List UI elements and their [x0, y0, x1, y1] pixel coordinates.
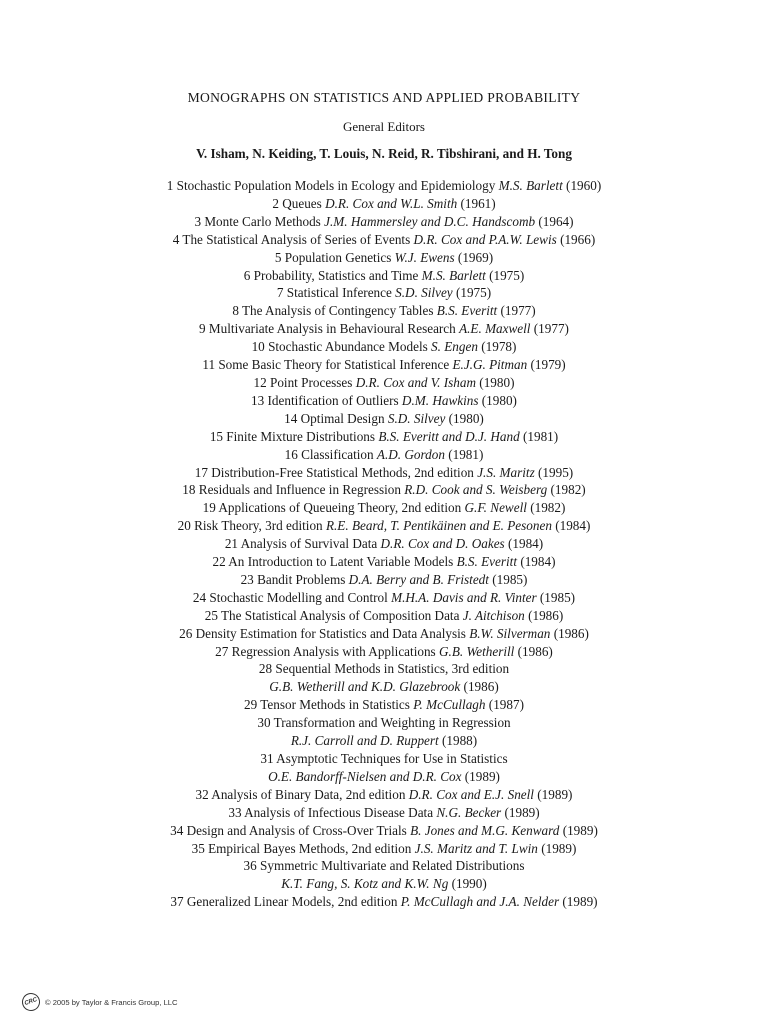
series-entry: [0, 428, 768, 446]
entry-year: (1979): [530, 357, 566, 373]
entry-number: 17: [194, 464, 208, 480]
entry-number: 24: [192, 589, 207, 605]
entry-authors: B.S. Everitt and D.J. Hand: [378, 428, 520, 444]
entry-title: Classification: [301, 446, 374, 462]
entry-title: Tensor Methods in Statistics: [260, 697, 410, 713]
entry-year: (1984): [520, 554, 556, 570]
series-entry: [0, 356, 768, 374]
entry-year: (1960): [566, 178, 602, 193]
series-entry: [0, 499, 768, 517]
series-entry: [0, 267, 768, 285]
entry-title: Distribution-Free Statistical Methods, 2nd edition: [211, 464, 474, 480]
entry-year: (1986): [528, 607, 564, 623]
entry-title: Finite Mixture Distributions: [226, 428, 376, 444]
entry-number: 15: [209, 428, 223, 444]
entry-year: (1985): [539, 589, 576, 605]
entry-year: (1986): [553, 625, 589, 641]
entry-number: 7: [276, 285, 284, 301]
entry-title: The Statistical Analysis of Composition Data: [221, 607, 460, 623]
entry-year: (1964): [538, 213, 574, 229]
series-entry: [0, 464, 768, 482]
series-entry: [0, 535, 768, 553]
entry-authors: P. McCullagh and J.A. Nelder: [400, 894, 560, 910]
entry-authors: E.J.G. Pitman: [452, 357, 528, 373]
entry-number: 35: [191, 840, 205, 856]
entry-year: (1977): [533, 321, 569, 337]
entry-title: Design and Analysis of Cross-Over Trials: [186, 822, 407, 838]
entry-title: Analysis of Survival Data: [240, 536, 378, 552]
series-entry: [0, 338, 768, 356]
entry-title: Population Genetics: [284, 249, 392, 265]
entry-authors: A.D. Gordon: [376, 446, 445, 462]
entry-authors: D.R. Cox and D. Oakes: [380, 536, 505, 552]
entry-title: The Analysis of Contingency Tables: [241, 303, 434, 319]
entry-year: (1988): [442, 733, 478, 749]
entry-authors: R.D. Cook and S. Weisberg: [404, 482, 548, 498]
entry-authors: G.F. Newell: [464, 500, 527, 516]
entry-year: (1980): [479, 374, 515, 390]
entry-authors: G.B. Wetherill and K.D. Glazebrook: [269, 679, 461, 695]
entry-authors: D.R. Cox and P.A.W. Lewis: [413, 231, 557, 247]
entry-number: 5: [274, 249, 282, 265]
entry-number: 32: [195, 786, 209, 802]
entry-title: Stochastic Modelling and Control: [209, 589, 388, 605]
entry-number: 4: [172, 231, 180, 247]
series-entry: [0, 195, 768, 213]
entry-number: 33: [228, 804, 242, 820]
entry-number: 31: [260, 751, 274, 766]
entry-year: (1989): [464, 768, 500, 784]
series-entry: [0, 177, 768, 195]
entry-title: Residuals and Influence in Regression: [198, 482, 401, 498]
entry-year: (1989): [504, 804, 540, 820]
series-entry: [0, 284, 768, 302]
entry-authors: S. Engen: [431, 339, 478, 355]
entry-authors: J. Aitchison: [462, 607, 525, 623]
entry-authors: D.R. Cox and V. Isham: [355, 374, 476, 390]
entry-number: 14: [284, 410, 298, 426]
entry-year: (1982): [530, 500, 566, 516]
entry-year: (1987): [488, 697, 524, 713]
entry-authors: B.S. Everitt: [436, 303, 498, 319]
entry-number: 1: [166, 178, 174, 193]
entry-authors: N.G. Becker: [436, 804, 502, 820]
entry-author-line: [0, 678, 768, 696]
series-entry: [0, 822, 768, 840]
entry-title: Risk Theory, 3rd edition: [194, 518, 323, 534]
entry-authors: K.T. Fang, S. Kotz and K.W. Ng: [281, 876, 449, 892]
entry-authors: J.M. Hammersley and D.C. Handscomb: [324, 213, 536, 229]
series-entry: [0, 481, 768, 499]
series-entry: [0, 696, 768, 714]
series-entry: [0, 786, 768, 804]
series-entry: [0, 410, 768, 428]
entry-year: (1986): [517, 643, 553, 659]
series-entry: [0, 571, 768, 589]
entry-title: Density Estimation for Statistics and Data Analysis: [195, 625, 466, 641]
series-entry: [0, 643, 768, 661]
entry-title: Empirical Bayes Methods, 2nd edition: [208, 840, 412, 856]
entry-authors: D.A. Berry and B. Fristedt: [348, 571, 489, 587]
entry-number: 20: [177, 518, 191, 534]
entry-title: Generalized Linear Models, 2nd edition: [186, 894, 398, 910]
entry-title: Probability, Statistics and Time: [253, 267, 419, 283]
entry-number: 25: [204, 607, 218, 623]
entry-year: (1989): [541, 840, 577, 856]
series-entry: [0, 249, 768, 267]
entry-title: Point Processes: [270, 374, 353, 390]
entry-authors: R.J. Carroll and D. Ruppert: [290, 733, 439, 749]
entry-title: Stochastic Population Models in Ecology and Epidemiology: [176, 178, 496, 193]
entry-authors: S.D. Silvey: [395, 285, 453, 301]
entry-authors: D.R. Cox and E.J. Snell: [408, 786, 534, 802]
entry-authors: M.S. Barlett: [498, 178, 563, 193]
entry-number: 28: [258, 661, 273, 677]
entry-title: Multivariate Analysis in Behavioural Research: [208, 321, 456, 337]
entry-number: 9: [199, 321, 206, 337]
entry-authors: M.H.A. Davis and R. Vinter: [391, 589, 537, 605]
entry-year: (1975): [455, 285, 492, 301]
entry-year: (1995): [538, 464, 574, 480]
entry-year: (1984): [555, 518, 591, 534]
series-entry: [0, 213, 768, 231]
entry-authors: S.D. Silvey: [387, 410, 446, 426]
entry-title: Some Basic Theory for Statistical Inference: [218, 357, 450, 373]
entry-authors: W.J. Ewens: [394, 249, 455, 265]
entry-title: Identification of Outliers: [267, 392, 399, 408]
entry-authors: B.W. Silverman: [469, 625, 551, 641]
entry-authors: O.E. Bandorff-Nielsen and D.R. Cox: [268, 768, 462, 784]
series-entry: [0, 517, 768, 535]
series-entry: [0, 374, 768, 392]
entry-year: (1986): [463, 679, 499, 695]
entry-title: Asymptotic Techniques for Use in Statistics: [276, 751, 508, 766]
crc-logo-icon: CRC: [19, 990, 42, 1013]
entry-author-line: [0, 768, 768, 786]
series-entry: [0, 392, 768, 410]
entry-number: 22: [212, 554, 226, 570]
series-entry: [0, 804, 768, 822]
entry-title: Sequential Methods in Statistics, 3rd edition: [275, 661, 510, 677]
entry-year: (1975): [489, 267, 525, 283]
entry-year: (1989): [537, 786, 573, 802]
entry-authors: R.E. Beard, T. Pentikäinen and E. Pesonen: [325, 518, 552, 534]
entry-year: (1982): [550, 482, 586, 498]
entry-year: (1981): [448, 446, 484, 462]
entry-number: 2: [272, 195, 279, 211]
series-entry: [0, 893, 768, 911]
editors-list: V. Isham, N. Keiding, T. Louis, N. Reid, R. Tibshirani, and H. Tong: [196, 146, 572, 161]
entry-title: Transformation and Weighting in Regression: [273, 715, 511, 731]
entry-title: An Introduction to Latent Variable Models: [228, 554, 454, 570]
entry-year: (1989): [562, 822, 598, 838]
entry-year: (1978): [481, 339, 517, 355]
general-editors-label: General Editors: [343, 119, 425, 134]
entry-title: Regression Analysis with Applications: [231, 643, 436, 659]
series-entry: [0, 660, 768, 696]
series-entry: [0, 320, 768, 338]
entry-year: (1980): [448, 410, 484, 426]
entry-year: (1990): [451, 876, 487, 892]
entry-number: 3: [194, 213, 202, 229]
series-entry: [0, 302, 768, 320]
entry-authors: D.R. Cox and W.L. Smith: [325, 195, 458, 211]
entry-title: Symmetric Multivariate and Related Distributions: [260, 858, 525, 874]
entry-number: 10: [251, 339, 265, 355]
entry-number: 13: [251, 392, 265, 408]
entry-title: Bandit Problems: [257, 571, 346, 587]
entry-number: 26: [179, 625, 193, 641]
entry-title: Analysis of Binary Data, 2nd edition: [211, 786, 406, 802]
entry-year: (1969): [457, 249, 494, 265]
entry-authors: D.M. Hawkins: [401, 392, 479, 408]
series-list: [0, 177, 768, 911]
entry-number: 37: [170, 894, 184, 910]
series-entry: [0, 840, 768, 858]
entry-authors: J.S. Maritz: [477, 464, 535, 480]
entry-year: (1985): [492, 571, 528, 587]
entry-title: Queues: [282, 195, 322, 211]
entry-authors: B.S. Everitt: [456, 554, 518, 570]
entry-authors: A.E. Maxwell: [459, 321, 531, 337]
entry-authors: M.S. Barlett: [421, 267, 486, 283]
entry-year: (1984): [507, 536, 544, 552]
series-title: MONOGRAPHS ON STATISTICS AND APPLIED PROBABILITY: [187, 90, 581, 105]
series-entry: [0, 857, 768, 893]
footer: [22, 992, 178, 1012]
entry-title: Optimal Design: [300, 410, 385, 426]
series-entry: [0, 607, 768, 625]
entry-number: 34: [170, 822, 184, 838]
entry-year: (1977): [500, 303, 536, 319]
entry-number: 27: [215, 643, 229, 659]
entry-number: 18: [182, 482, 196, 498]
entry-year: (1981): [523, 428, 559, 444]
entry-title: Stochastic Abundance Models: [268, 339, 428, 355]
series-entry: [0, 750, 768, 786]
entry-author-line: [0, 875, 768, 893]
entry-number: 8: [232, 303, 239, 319]
entry-authors: B. Jones and M.G. Kenward: [410, 822, 560, 838]
entry-number: 11: [202, 357, 216, 373]
entry-number: 29: [244, 697, 258, 713]
entry-title: The Statistical Analysis of Series of Events: [182, 231, 411, 247]
entry-title: Monte Carlo Methods: [204, 213, 321, 229]
entry-year: (1966): [560, 231, 596, 247]
entry-year: (1989): [562, 894, 598, 910]
entry-year: (1980): [481, 392, 517, 408]
series-entry: [0, 589, 768, 607]
entry-title: Applications of Queueing Theory, 2nd edition: [218, 500, 462, 516]
copyright-text: © 2005 by Taylor & Francis Group, LLC: [45, 997, 178, 1007]
series-entry: [0, 714, 768, 750]
entry-number: 36: [243, 858, 257, 874]
entry-number: 6: [243, 267, 251, 283]
entry-number: 19: [202, 500, 216, 516]
entry-number: 23: [240, 571, 254, 587]
entry-number: 30: [257, 715, 271, 731]
entry-author-line: [0, 732, 768, 750]
entry-number: 21: [224, 536, 239, 552]
entry-year: (1961): [460, 195, 496, 211]
series-entry: [0, 625, 768, 643]
entry-authors: G.B. Wetherill: [439, 643, 515, 659]
entry-title: Statistical Inference: [286, 285, 392, 301]
entry-number: 16: [284, 446, 298, 462]
series-entry: [0, 553, 768, 571]
entry-authors: J.S. Maritz and T. Lwin: [414, 840, 538, 856]
entry-number: 12: [253, 374, 267, 390]
entry-title: Analysis of Infectious Disease Data: [244, 804, 434, 820]
series-entry: [0, 446, 768, 464]
series-entry: [0, 231, 768, 249]
entry-authors: P. McCullagh: [413, 697, 486, 713]
